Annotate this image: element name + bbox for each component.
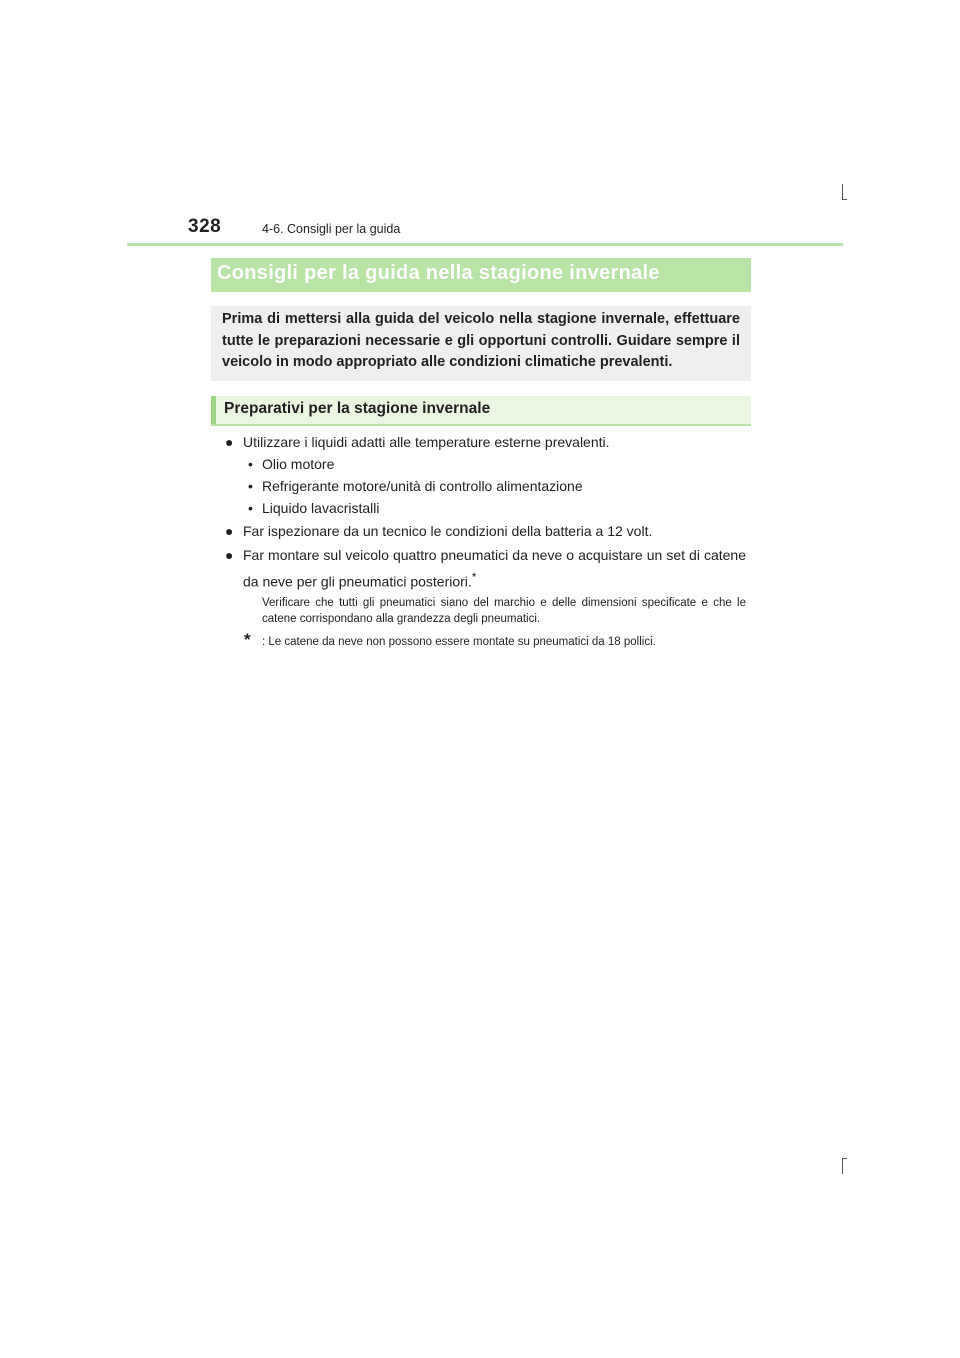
subbullet-icon: • — [248, 500, 253, 516]
footnote-star: * — [244, 630, 251, 649]
subsection-title: Preparativi per la stagione invernale — [224, 400, 491, 417]
section-heading: 4-6. Consigli per la guida — [262, 222, 401, 236]
list-item — [248, 475, 583, 497]
bullet-text-tires-content: Far montare sul veicolo quattro pneumatici da neve o acquistare un set di catene da neve per gli pneumatici posteriori. — [243, 547, 746, 590]
bullet-icon: ● — [225, 523, 234, 539]
list-item — [248, 497, 380, 519]
list-item-text: Refrigerante motore/unità di controllo alimentazione — [262, 478, 583, 494]
list-item — [248, 453, 334, 475]
header-rule — [127, 243, 843, 246]
subsection-accent — [211, 396, 216, 424]
bullet-text-liquids: Utilizzare i liquidi adatti alle temperature esterne prevalenti. — [243, 434, 610, 450]
subsection-bar — [211, 396, 751, 426]
footnote-text: : Le catene da neve non possono essere montate su pneumatici da 18 pollici. — [262, 636, 656, 648]
crop-mark-bottom — [842, 1158, 843, 1174]
bullet-icon: ● — [225, 434, 234, 450]
bullet-icon: ● — [225, 547, 234, 563]
tire-note: Verificare che tutti gli pneumatici siano del marchio e delle dimensioni specificate e che le catene corrispondano alla grandezza degli pneumatici. — [262, 597, 746, 625]
page-number: 328 — [188, 216, 222, 237]
crop-mark-top — [842, 184, 843, 200]
page-title: Consigli per la guida nella stagione invernale — [217, 262, 660, 284]
title-bar — [211, 258, 751, 292]
footnote-marker: * — [471, 570, 477, 584]
intro-box — [211, 306, 751, 381]
bullet-text-battery: Far ispezionare da un tecnico le condizioni della batteria a 12 volt. — [243, 523, 653, 539]
list-item-text: Olio motore — [262, 456, 335, 472]
subbullet-icon: • — [248, 456, 253, 472]
list-item-text: Liquido lavacristalli — [262, 500, 380, 516]
intro-text: Prima di mettersi alla guida del veicolo nella stagione invernale, effettuare tutte le preparazioni necessarie e gli opportuni controlli. Guidare sempre il veicolo in modo appropriato alle condizioni climatiche prevalenti. — [222, 311, 740, 370]
subbullet-icon: • — [248, 478, 253, 494]
bullet-text-tires — [243, 544, 746, 593]
